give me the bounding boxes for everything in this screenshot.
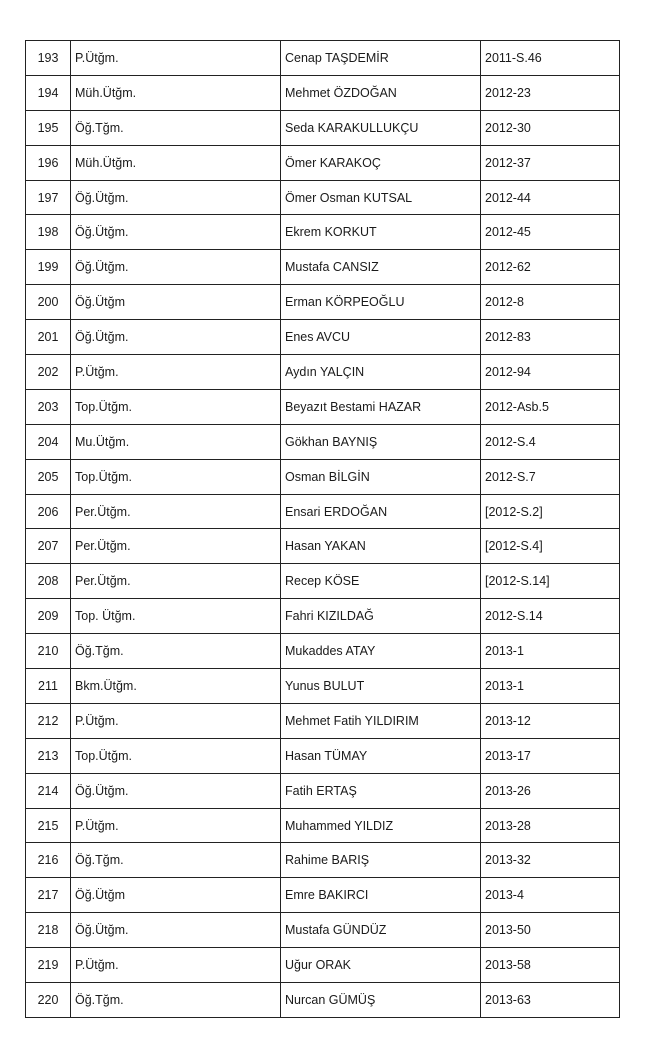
name-cell: Mehmet Fatih YILDIRIM xyxy=(281,703,481,738)
name-cell: Ekrem KORKUT xyxy=(281,215,481,250)
row-number: 195 xyxy=(26,110,71,145)
table-row xyxy=(26,145,620,180)
rank-cell: Öğ.Ütğm xyxy=(71,878,281,913)
rank-cell: P.Ütğm. xyxy=(71,41,281,76)
row-number: 194 xyxy=(26,75,71,110)
row-number: 199 xyxy=(26,250,71,285)
personnel-table xyxy=(25,40,620,1018)
rank-cell: Mu.Ütğm. xyxy=(71,424,281,459)
row-number: 220 xyxy=(26,983,71,1018)
row-number: 197 xyxy=(26,180,71,215)
rank-cell: Öğ.Ütğm. xyxy=(71,250,281,285)
table-row xyxy=(26,634,620,669)
table-row xyxy=(26,913,620,948)
row-number: 208 xyxy=(26,564,71,599)
code-cell: 2013-50 xyxy=(481,913,620,948)
code-cell: 2012-44 xyxy=(481,180,620,215)
rank-cell: Top.Ütğm. xyxy=(71,459,281,494)
table-row xyxy=(26,599,620,634)
table-row xyxy=(26,529,620,564)
table-row xyxy=(26,564,620,599)
rank-cell: Öğ.Tğm. xyxy=(71,843,281,878)
code-cell: [2012-S.2] xyxy=(481,494,620,529)
rank-cell: Öğ.Ütğm. xyxy=(71,215,281,250)
row-number: 209 xyxy=(26,599,71,634)
table-row xyxy=(26,843,620,878)
code-cell: [2012-S.4] xyxy=(481,529,620,564)
table-row xyxy=(26,41,620,76)
code-cell: 2013-1 xyxy=(481,669,620,704)
rank-cell: Öğ.Ütğm. xyxy=(71,773,281,808)
rank-cell: Per.Ütğm. xyxy=(71,529,281,564)
name-cell: Gökhan BAYNIŞ xyxy=(281,424,481,459)
table-row xyxy=(26,215,620,250)
code-cell: 2012-8 xyxy=(481,285,620,320)
rank-cell: Öğ.Ütğm xyxy=(71,285,281,320)
rank-cell: Top.Ütğm. xyxy=(71,738,281,773)
table-row xyxy=(26,669,620,704)
code-cell: 2012-62 xyxy=(481,250,620,285)
code-cell: 2013-1 xyxy=(481,634,620,669)
rank-cell: Per.Ütğm. xyxy=(71,564,281,599)
rank-cell: Müh.Ütğm. xyxy=(71,145,281,180)
rank-cell: Öğ.Tğm. xyxy=(71,983,281,1018)
code-cell: 2012-37 xyxy=(481,145,620,180)
name-cell: Beyazıt Bestami HAZAR xyxy=(281,389,481,424)
row-number: 193 xyxy=(26,41,71,76)
rank-cell: Öğ.Ütğm. xyxy=(71,320,281,355)
rank-cell: P.Ütğm. xyxy=(71,808,281,843)
name-cell: Recep KÖSE xyxy=(281,564,481,599)
name-cell: Osman BİLGİN xyxy=(281,459,481,494)
name-cell: Fahri KIZILDAĞ xyxy=(281,599,481,634)
table-row xyxy=(26,459,620,494)
table-row xyxy=(26,320,620,355)
table-row xyxy=(26,948,620,983)
row-number: 207 xyxy=(26,529,71,564)
row-number: 196 xyxy=(26,145,71,180)
table-row xyxy=(26,389,620,424)
name-cell: Erman KÖRPEOĞLU xyxy=(281,285,481,320)
table-row xyxy=(26,75,620,110)
code-cell: 2013-58 xyxy=(481,948,620,983)
table-row xyxy=(26,250,620,285)
row-number: 218 xyxy=(26,913,71,948)
code-cell: 2012-45 xyxy=(481,215,620,250)
table-row xyxy=(26,110,620,145)
name-cell: Muhammed YILDIZ xyxy=(281,808,481,843)
row-number: 204 xyxy=(26,424,71,459)
name-cell: Ömer KARAKOÇ xyxy=(281,145,481,180)
rank-cell: Öğ.Tğm. xyxy=(71,634,281,669)
name-cell: Ömer Osman KUTSAL xyxy=(281,180,481,215)
name-cell: Nurcan GÜMÜŞ xyxy=(281,983,481,1018)
table-row xyxy=(26,703,620,738)
name-cell: Fatih ERTAŞ xyxy=(281,773,481,808)
table-row xyxy=(26,285,620,320)
row-number: 213 xyxy=(26,738,71,773)
code-cell: 2012-Asb.5 xyxy=(481,389,620,424)
rank-cell: P.Ütğm. xyxy=(71,948,281,983)
table-row xyxy=(26,878,620,913)
rank-cell: Per.Ütğm. xyxy=(71,494,281,529)
row-number: 219 xyxy=(26,948,71,983)
row-number: 206 xyxy=(26,494,71,529)
name-cell: Mukaddes ATAY xyxy=(281,634,481,669)
rank-cell: Öğ.Tğm. xyxy=(71,110,281,145)
name-cell: Mustafa GÜNDÜZ xyxy=(281,913,481,948)
code-cell: 2011-S.46 xyxy=(481,41,620,76)
name-cell: Hasan TÜMAY xyxy=(281,738,481,773)
table-row xyxy=(26,180,620,215)
table-row xyxy=(26,808,620,843)
row-number: 212 xyxy=(26,703,71,738)
code-cell: 2013-26 xyxy=(481,773,620,808)
name-cell: Rahime BARIŞ xyxy=(281,843,481,878)
row-number: 211 xyxy=(26,669,71,704)
row-number: 202 xyxy=(26,355,71,390)
row-number: 205 xyxy=(26,459,71,494)
name-cell: Mehmet ÖZDOĞAN xyxy=(281,75,481,110)
name-cell: Emre BAKIRCI xyxy=(281,878,481,913)
name-cell: Seda KARAKULLUKÇU xyxy=(281,110,481,145)
row-number: 215 xyxy=(26,808,71,843)
code-cell: 2013-32 xyxy=(481,843,620,878)
code-cell: 2013-4 xyxy=(481,878,620,913)
row-number: 200 xyxy=(26,285,71,320)
code-cell: 2012-94 xyxy=(481,355,620,390)
table-row xyxy=(26,424,620,459)
row-number: 216 xyxy=(26,843,71,878)
table-row xyxy=(26,738,620,773)
row-number: 214 xyxy=(26,773,71,808)
name-cell: Cenap TAŞDEMİR xyxy=(281,41,481,76)
code-cell: 2012-S.7 xyxy=(481,459,620,494)
code-cell: 2013-17 xyxy=(481,738,620,773)
code-cell: 2013-12 xyxy=(481,703,620,738)
name-cell: Yunus BULUT xyxy=(281,669,481,704)
table-row xyxy=(26,983,620,1018)
code-cell: 2012-S.14 xyxy=(481,599,620,634)
row-number: 201 xyxy=(26,320,71,355)
rank-cell: P.Ütğm. xyxy=(71,703,281,738)
name-cell: Uğur ORAK xyxy=(281,948,481,983)
code-cell: 2012-S.4 xyxy=(481,424,620,459)
rank-cell: Müh.Ütğm. xyxy=(71,75,281,110)
name-cell: Hasan YAKAN xyxy=(281,529,481,564)
code-cell: [2012-S.14] xyxy=(481,564,620,599)
row-number: 203 xyxy=(26,389,71,424)
code-cell: 2012-23 xyxy=(481,75,620,110)
code-cell: 2013-63 xyxy=(481,983,620,1018)
row-number: 217 xyxy=(26,878,71,913)
name-cell: Ensari ERDOĞAN xyxy=(281,494,481,529)
row-number: 210 xyxy=(26,634,71,669)
name-cell: Aydın YALÇIN xyxy=(281,355,481,390)
code-cell: 2012-83 xyxy=(481,320,620,355)
table-row xyxy=(26,494,620,529)
rank-cell: P.Ütğm. xyxy=(71,355,281,390)
row-number: 198 xyxy=(26,215,71,250)
table-body xyxy=(26,41,620,1018)
name-cell: Enes AVCU xyxy=(281,320,481,355)
table-row xyxy=(26,355,620,390)
rank-cell: Top.Ütğm. xyxy=(71,389,281,424)
name-cell: Mustafa CANSIZ xyxy=(281,250,481,285)
rank-cell: Top. Ütğm. xyxy=(71,599,281,634)
code-cell: 2013-28 xyxy=(481,808,620,843)
rank-cell: Bkm.Ütğm. xyxy=(71,669,281,704)
code-cell: 2012-30 xyxy=(481,110,620,145)
rank-cell: Öğ.Ütğm. xyxy=(71,180,281,215)
table-row xyxy=(26,773,620,808)
rank-cell: Öğ.Ütğm. xyxy=(71,913,281,948)
